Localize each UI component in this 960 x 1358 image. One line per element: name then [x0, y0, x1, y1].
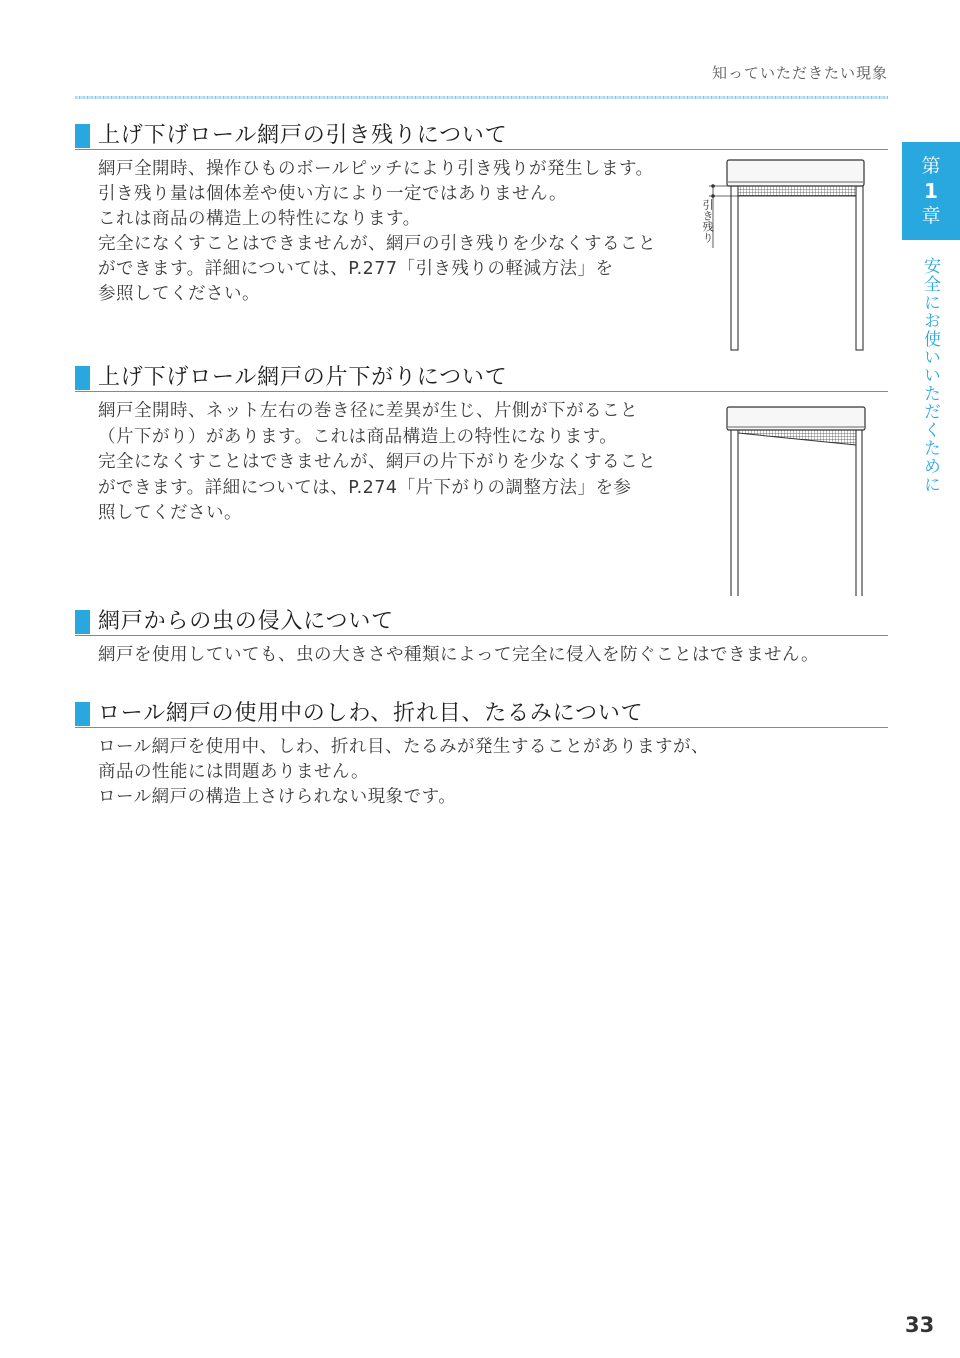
chapter-number: 1 [924, 178, 938, 203]
header-divider [75, 96, 888, 99]
body-line: 照してください。 [98, 503, 242, 523]
section-title: 網戸からの虫の侵入について [98, 609, 394, 634]
residual-mesh [738, 186, 856, 196]
right-post [856, 186, 863, 350]
figure-label: 引き残り [701, 199, 714, 243]
pull-residue-illustration [695, 150, 875, 355]
body-line: 完全になくすことはできませんが、網戸の引き残りを少なくすること [98, 234, 656, 254]
chapter-prefix: 第 [921, 154, 941, 177]
body-line: ができます。詳細については、P.274「片下がりの調整方法」を参 [98, 477, 632, 498]
chapter-title: 安全にお使いいただくために [920, 257, 940, 494]
dimension-dot [711, 184, 715, 188]
section-title: 上げ下げロール網戸の片下がりについて [98, 365, 508, 390]
body-line: ロール網戸を使用中、しわ、折れ目、たるみが発生することがありますが、 [98, 737, 709, 757]
section-body [98, 157, 656, 307]
roll-housing [727, 407, 865, 430]
chapter-suffix: 章 [921, 204, 941, 227]
heading-marker [75, 702, 90, 726]
heading-marker [75, 366, 90, 390]
chapter-tab [902, 142, 960, 240]
section-title: 上げ下げロール網戸の引き残りについて [98, 123, 508, 148]
section-body [98, 735, 709, 810]
section-body [98, 399, 656, 527]
section-heading [75, 364, 888, 392]
heading-marker [75, 124, 90, 148]
body-line: 網戸全開時、操作ひものボールピッチにより引き残りが発生します。 [98, 159, 654, 179]
section-heading [75, 608, 888, 636]
body-line: これは商品の構造上の特性になります。 [98, 209, 421, 229]
body-line: ができます。詳細については、P.277「引き残りの軽減方法」を [98, 259, 614, 279]
running-header: 知っていただきたい現象 [711, 64, 888, 82]
body-line: 完全になくすことはできませんが、網戸の片下がりを少なくすること [98, 452, 656, 472]
body-line: ロール網戸の構造上さけられない現象です。 [98, 787, 457, 807]
section-heading [75, 122, 888, 150]
body-line: 商品の性能には問題ありません。 [98, 762, 370, 782]
body-line: 参照してください。 [98, 284, 260, 304]
body-line: 網戸全開時、ネット左右の巻き径に差異が生じ、片側が下がること [98, 401, 638, 421]
dimension-dot [711, 194, 715, 198]
section-heading [75, 700, 888, 728]
left-post [731, 186, 738, 350]
section-body [98, 643, 819, 668]
body-line: 網戸を使用していても、虫の大きさや種類によって完全に侵入を防ぐことはできません。 [98, 645, 820, 665]
page-number: 33 [905, 1313, 935, 1337]
heading-marker [75, 610, 90, 634]
section-title: ロール網戸の使用中のしわ、折れ目、たるみについて [98, 701, 644, 726]
body-line: （片下がり）があります。これは商品構造上の特性になります。 [98, 426, 618, 447]
tilt-illustration [715, 400, 875, 596]
body-line: 引き残り量は個体差や使い方により一定ではありません。 [98, 184, 568, 204]
